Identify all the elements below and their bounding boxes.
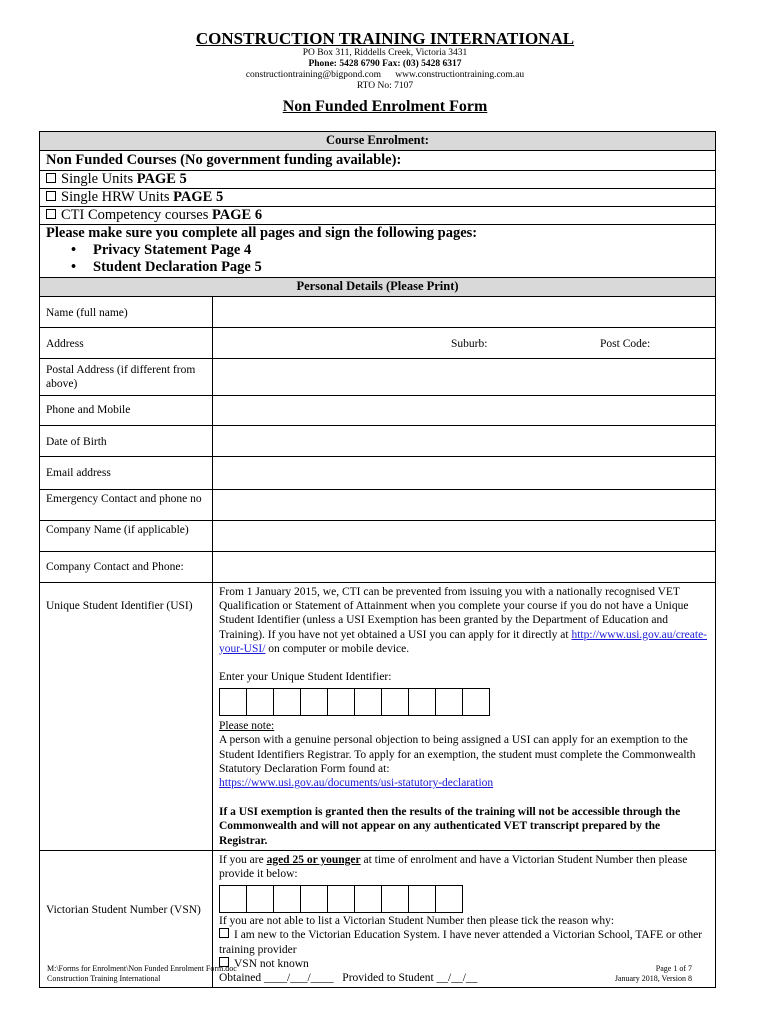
suburb-label: Suburb:	[451, 338, 488, 350]
char-box[interactable]	[435, 885, 463, 913]
char-box[interactable]	[246, 688, 274, 716]
statutory-declaration-link[interactable]: https://www.usi.gov.au/documents/usi-statutory-declaration	[219, 777, 494, 790]
checkbox-icon[interactable]	[46, 191, 56, 201]
vsn-intro: If you are aged 25 or younger at time of enrolment and have a Victorian Student Number then please provide it below:	[219, 853, 688, 881]
emergency-contact-label: Emergency Contact and phone no	[40, 490, 213, 521]
checkbox-icon[interactable]	[46, 173, 56, 183]
email-field[interactable]	[213, 457, 716, 490]
char-box[interactable]	[327, 885, 355, 913]
name-field[interactable]	[213, 297, 716, 328]
footer-org: Construction Training International	[47, 974, 161, 983]
page-number: Page 1 of 7	[655, 964, 692, 973]
char-box[interactable]	[300, 885, 328, 913]
char-box[interactable]	[273, 885, 301, 913]
emergency-contact-field[interactable]	[213, 490, 716, 521]
checkbox-icon[interactable]	[46, 209, 56, 219]
dob-field[interactable]	[213, 426, 716, 457]
version: January 2018, Version 8	[614, 974, 692, 983]
postal-address-field[interactable]	[213, 359, 716, 396]
vsn-obtained: Obtained ____/___/____ Provided to Student __/__/__	[219, 972, 478, 985]
email-label: Email address	[40, 457, 213, 490]
form-title: Non Funded Enrolment Form	[282, 98, 488, 115]
non-funded-heading: Non Funded Courses (No government funding available):	[40, 151, 716, 171]
char-box[interactable]	[408, 688, 436, 716]
list-item: • Student Declaration Page 5	[71, 259, 262, 275]
personal-details-heading: Personal Details (Please Print)	[40, 278, 716, 297]
file-path: M:\Forms for Enrolment\Non Funded Enrolment Form.doc	[47, 964, 237, 973]
char-box[interactable]	[381, 688, 409, 716]
note-text: A person with a genuine personal objection to being assigned a USI can apply for an exemption to the Student Identifiers Registrar. To apply for an exemption, the student must complete the Commonwealth Statutory Declaration Form found at:	[219, 734, 696, 775]
letterhead	[0, 30, 770, 117]
postal-address-label: Postal Address (if different from above)	[40, 359, 213, 396]
company-contact-label: Company Contact and Phone:	[40, 552, 213, 583]
usi-section	[213, 583, 716, 851]
vsn-reason-label: If you are not able to list a Victorian Student Number then please tick the reason why:	[219, 915, 615, 928]
name-label: Name (full name)	[40, 297, 213, 328]
char-box[interactable]	[246, 885, 274, 913]
char-box[interactable]	[354, 688, 382, 716]
sign-pages-list	[46, 242, 709, 276]
usi-input-boxes[interactable]	[219, 688, 709, 716]
sign-pages-instruction: Please make sure you complete all pages and sign the following pages: • Privacy Statement Page 4 • Student Declaration Page 5	[40, 225, 716, 278]
company-name-field[interactable]	[213, 521, 716, 552]
postcode-label: Post Code:	[600, 338, 651, 350]
char-box[interactable]	[219, 688, 247, 716]
vsn-input-boxes[interactable]	[219, 885, 709, 913]
option-cti-competency[interactable]: CTI Competency courses PAGE 6	[40, 207, 716, 225]
char-box[interactable]	[462, 688, 490, 716]
vsn-label: Victorian Student Number (VSN)	[40, 850, 213, 987]
phone-fax: Phone: 5428 6790 Fax: (03) 5428 6317	[308, 59, 462, 69]
char-box[interactable]	[327, 688, 355, 716]
email-web: constructiontraining@bigpond.com www.constructiontraining.com.au	[245, 70, 525, 80]
rto-number: RTO No: 7107	[356, 81, 414, 91]
po-box: PO Box 311, Riddells Creek, Victoria 3431	[302, 48, 468, 58]
phone-field[interactable]	[213, 396, 716, 426]
char-box[interactable]	[354, 885, 382, 913]
char-box[interactable]	[435, 688, 463, 716]
address-label: Address	[40, 328, 213, 359]
char-box[interactable]	[408, 885, 436, 913]
course-enrolment-heading: Course Enrolment:	[40, 132, 716, 151]
char-box[interactable]	[300, 688, 328, 716]
usi-create-link[interactable]: http://www.usi.gov.au/create-your-USI/	[219, 628, 707, 655]
exemption-warning: If a USI exemption is granted then the results of the training will not be accessible through the Commonwealth and will not appear on any authenticated VET transcript prepared by the Registrar.	[219, 806, 681, 847]
note-heading: Please note:	[219, 720, 275, 733]
organization-name: CONSTRUCTION TRAINING INTERNATIONAL	[195, 29, 575, 48]
list-item: • Privacy Statement Page 4	[71, 242, 252, 258]
phone-label: Phone and Mobile	[40, 396, 213, 426]
usi-enter-label: Enter your Unique Student Identifier:	[219, 671, 392, 684]
address-field[interactable]	[213, 328, 716, 359]
checkbox-icon[interactable]	[219, 928, 229, 938]
char-box[interactable]	[381, 885, 409, 913]
char-box[interactable]	[273, 688, 301, 716]
vsn-reason-new[interactable]: I am new to the Victorian Education System. I have never attended a Victorian School, TAFE or other training provider	[219, 929, 703, 956]
option-single-units[interactable]: Single Units PAGE 5	[40, 171, 716, 189]
usi-intro: From 1 January 2015, we, CTI can be prevented from issuing you with a nationally recognised VET Qualification or Statement of Attainment when you complete your course if you do not have a Unique Student Identifier (unless a USI Exemption has been granted by the Department of Education and Training). If you have not yet obtained a USI you can apply for it directly at http://www.usi.gov.au/create-your-USI/ on computer or mobile device.	[219, 586, 707, 655]
usi-label: Unique Student Identifier (USI)	[40, 583, 213, 851]
vsn-reason-unknown[interactable]: VSN not known	[219, 957, 709, 971]
char-box[interactable]	[219, 885, 247, 913]
option-single-hrw-units[interactable]: Single HRW Units PAGE 5	[40, 189, 716, 207]
enrolment-table	[39, 131, 716, 988]
company-contact-field[interactable]	[213, 552, 716, 583]
dob-label: Date of Birth	[40, 426, 213, 457]
company-name-label: Company Name (if applicable)	[40, 521, 213, 552]
